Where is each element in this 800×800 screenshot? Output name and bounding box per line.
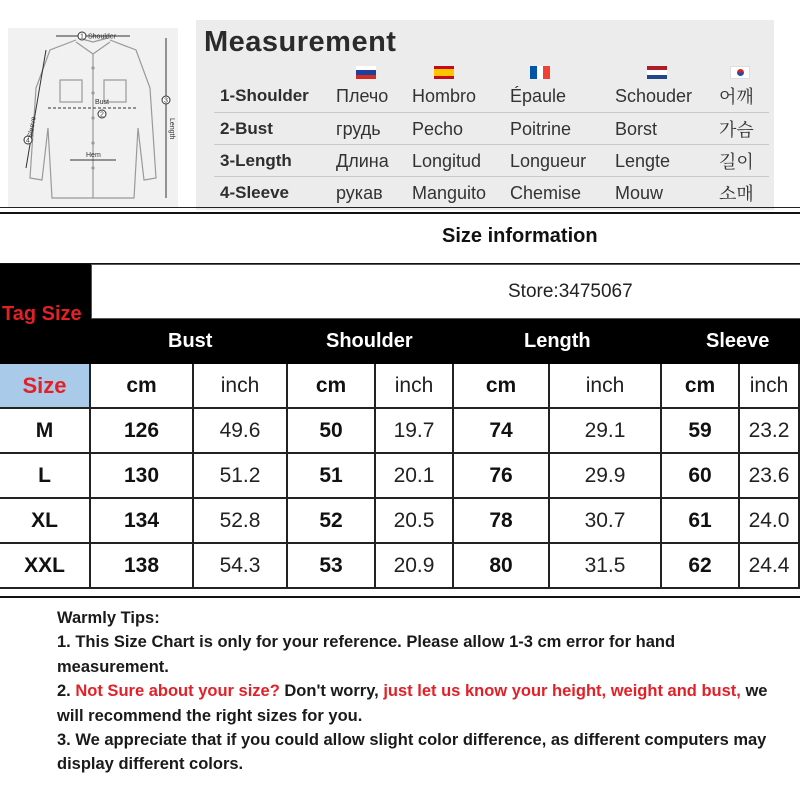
group-length: Length [524, 330, 591, 352]
tips-section [57, 606, 777, 777]
value-cell-length-cm: 74 [454, 409, 550, 454]
shirt-diagram [8, 28, 178, 208]
value-cell-shoulder-cm: 53 [288, 544, 376, 589]
value-cell-sleeve-in: 24.4 [740, 544, 800, 589]
size-cell: XXL [0, 544, 91, 589]
tips-title: Warmly Tips: [57, 609, 160, 627]
tag-size-label: Tag Size [0, 264, 91, 364]
diagram-num-1: 1 [80, 33, 84, 41]
korea-flag-icon [730, 66, 750, 79]
value-cell-bust-cm: 134 [91, 499, 194, 544]
size-cell: XL [0, 499, 91, 544]
value-cell-length-cm: 76 [454, 454, 550, 499]
value-cell-sleeve-cm: 62 [662, 544, 740, 589]
spain-flag-icon [434, 66, 454, 79]
value-cell-sleeve-cm: 60 [662, 454, 740, 499]
shirt-outline-icon [8, 28, 178, 208]
value-cell-bust-in: 52.8 [194, 499, 288, 544]
ko-term: 가슴 [719, 120, 754, 140]
row-label: 2-Bust [220, 119, 273, 138]
diagram-num-2: 2 [100, 111, 104, 119]
value-cell-length-in: 31.5 [550, 544, 662, 589]
value-cell-shoulder-cm: 50 [288, 409, 376, 454]
value-cell-length-in: 30.7 [550, 499, 662, 544]
value-cell-length-in: 29.1 [550, 409, 662, 454]
tip-2-prefix: 2. [57, 682, 76, 701]
group-sleeve: Sleeve [706, 330, 770, 352]
ko-term: 어깨 [719, 87, 754, 107]
nl-term: Schouder [615, 85, 693, 106]
ru-term: рукав [336, 182, 383, 203]
value-cell-bust-in: 49.6 [194, 409, 288, 454]
diagram-shoulder-label: Shoulder [88, 33, 117, 41]
unit-cm-header: cm [288, 364, 376, 409]
fr-term: Chemise [510, 182, 582, 203]
diagram-hem-label: Hem [86, 152, 101, 159]
fr-term: Épaule [510, 85, 567, 106]
unit-inch-header: inch [740, 364, 800, 409]
diagram-bust-label: Bust [95, 99, 110, 106]
tip-2-red-2: just let us know your height, weight and bust, [383, 682, 741, 701]
netherlands-flag-icon [647, 66, 667, 79]
ko-term: 소매 [719, 184, 754, 204]
fr-term: Longueur [510, 150, 587, 171]
value-cell-sleeve-cm: 59 [662, 409, 740, 454]
tip-3: 3. We appreciate that if you could allow slight color difference, as different computers may display different colors. [57, 731, 767, 774]
tip-1: 1. This Size Chart is only for your reference. Please allow 1-3 cm error for hand measurement. [57, 633, 676, 676]
value-cell-shoulder-cm: 51 [288, 454, 376, 499]
value-cell-length-cm: 80 [454, 544, 550, 589]
measurement-row-sleeve [196, 177, 774, 209]
value-cell-bust-in: 54.3 [194, 544, 288, 589]
es-term: Longitud [412, 150, 482, 171]
store-text: Store:3475067 [508, 280, 633, 302]
value-cell-sleeve-in: 23.6 [740, 454, 800, 499]
nl-term: Lengte [615, 150, 671, 171]
value-cell-sleeve-in: 24.0 [740, 499, 800, 544]
fr-term: Poitrine [510, 118, 572, 139]
measurement-row-bust [196, 113, 774, 145]
size-column-header: Size [0, 364, 91, 409]
row-label: 1-Shoulder [220, 86, 309, 105]
unit-cm-header: cm [662, 364, 740, 409]
value-cell-shoulder-in: 19.7 [376, 409, 454, 454]
value-cell-shoulder-in: 20.1 [376, 454, 454, 499]
value-cell-sleeve-cm: 61 [662, 499, 740, 544]
tip-2-black-1: Don't worry, [279, 682, 384, 701]
unit-inch-header: inch [194, 364, 288, 409]
size-cell: M [0, 409, 91, 454]
group-bust: Bust [168, 330, 213, 352]
tip-2-red-1: Not Sure about your size? [75, 682, 280, 701]
ru-term: Плечо [336, 85, 389, 106]
ko-term: 길이 [719, 152, 754, 172]
unit-cm-header: cm [454, 364, 550, 409]
diagram-num-4: 4 [26, 137, 30, 145]
unit-cm-header: cm [91, 364, 194, 409]
store-id [91, 264, 800, 319]
measurement-row-length [196, 145, 774, 177]
russia-flag-icon [356, 66, 376, 79]
value-cell-bust-cm: 138 [91, 544, 194, 589]
measurement-section [0, 0, 800, 210]
diagram-sleeve-label: Sleeve [27, 116, 38, 139]
tip-2-black-2: we will recommend the right sizes for you. [57, 682, 768, 725]
section-divider [0, 207, 800, 208]
value-cell-length-in: 29.9 [550, 454, 662, 499]
tip-2 [57, 679, 777, 728]
value-cell-shoulder-in: 20.5 [376, 499, 454, 544]
value-cell-length-cm: 78 [454, 499, 550, 544]
row-label: 4-Sleeve [220, 183, 289, 202]
es-term: Hombro [412, 85, 477, 106]
size-table [0, 264, 800, 589]
section-divider [0, 212, 800, 214]
unit-inch-header: inch [376, 364, 454, 409]
value-cell-bust-cm: 130 [91, 454, 194, 499]
table-bottom-line [0, 596, 800, 598]
measurement-row-shoulder [196, 80, 774, 112]
nl-term: Mouw [615, 182, 664, 203]
es-term: Pecho [412, 118, 464, 139]
ru-term: Длина [336, 150, 389, 171]
diagram-num-3: 3 [164, 97, 168, 105]
ru-term: грудь [336, 118, 381, 139]
size-cell: L [0, 454, 91, 499]
value-cell-shoulder-cm: 52 [288, 499, 376, 544]
nl-term: Borst [615, 118, 658, 139]
heading-text: Size information [442, 225, 598, 247]
unit-inch-header: inch [550, 364, 662, 409]
measurement-title: Measurement [204, 26, 397, 58]
group-shoulder: Shoulder [326, 330, 413, 352]
france-flag-icon [530, 66, 550, 79]
value-cell-shoulder-in: 20.9 [376, 544, 454, 589]
value-cell-bust-in: 51.2 [194, 454, 288, 499]
diagram-length-label: Length [168, 118, 175, 140]
row-label: 3-Length [220, 151, 292, 170]
value-cell-bust-cm: 126 [91, 409, 194, 454]
measurement-panel [196, 20, 774, 210]
es-term: Manguito [412, 182, 487, 203]
value-cell-sleeve-in: 23.2 [740, 409, 800, 454]
